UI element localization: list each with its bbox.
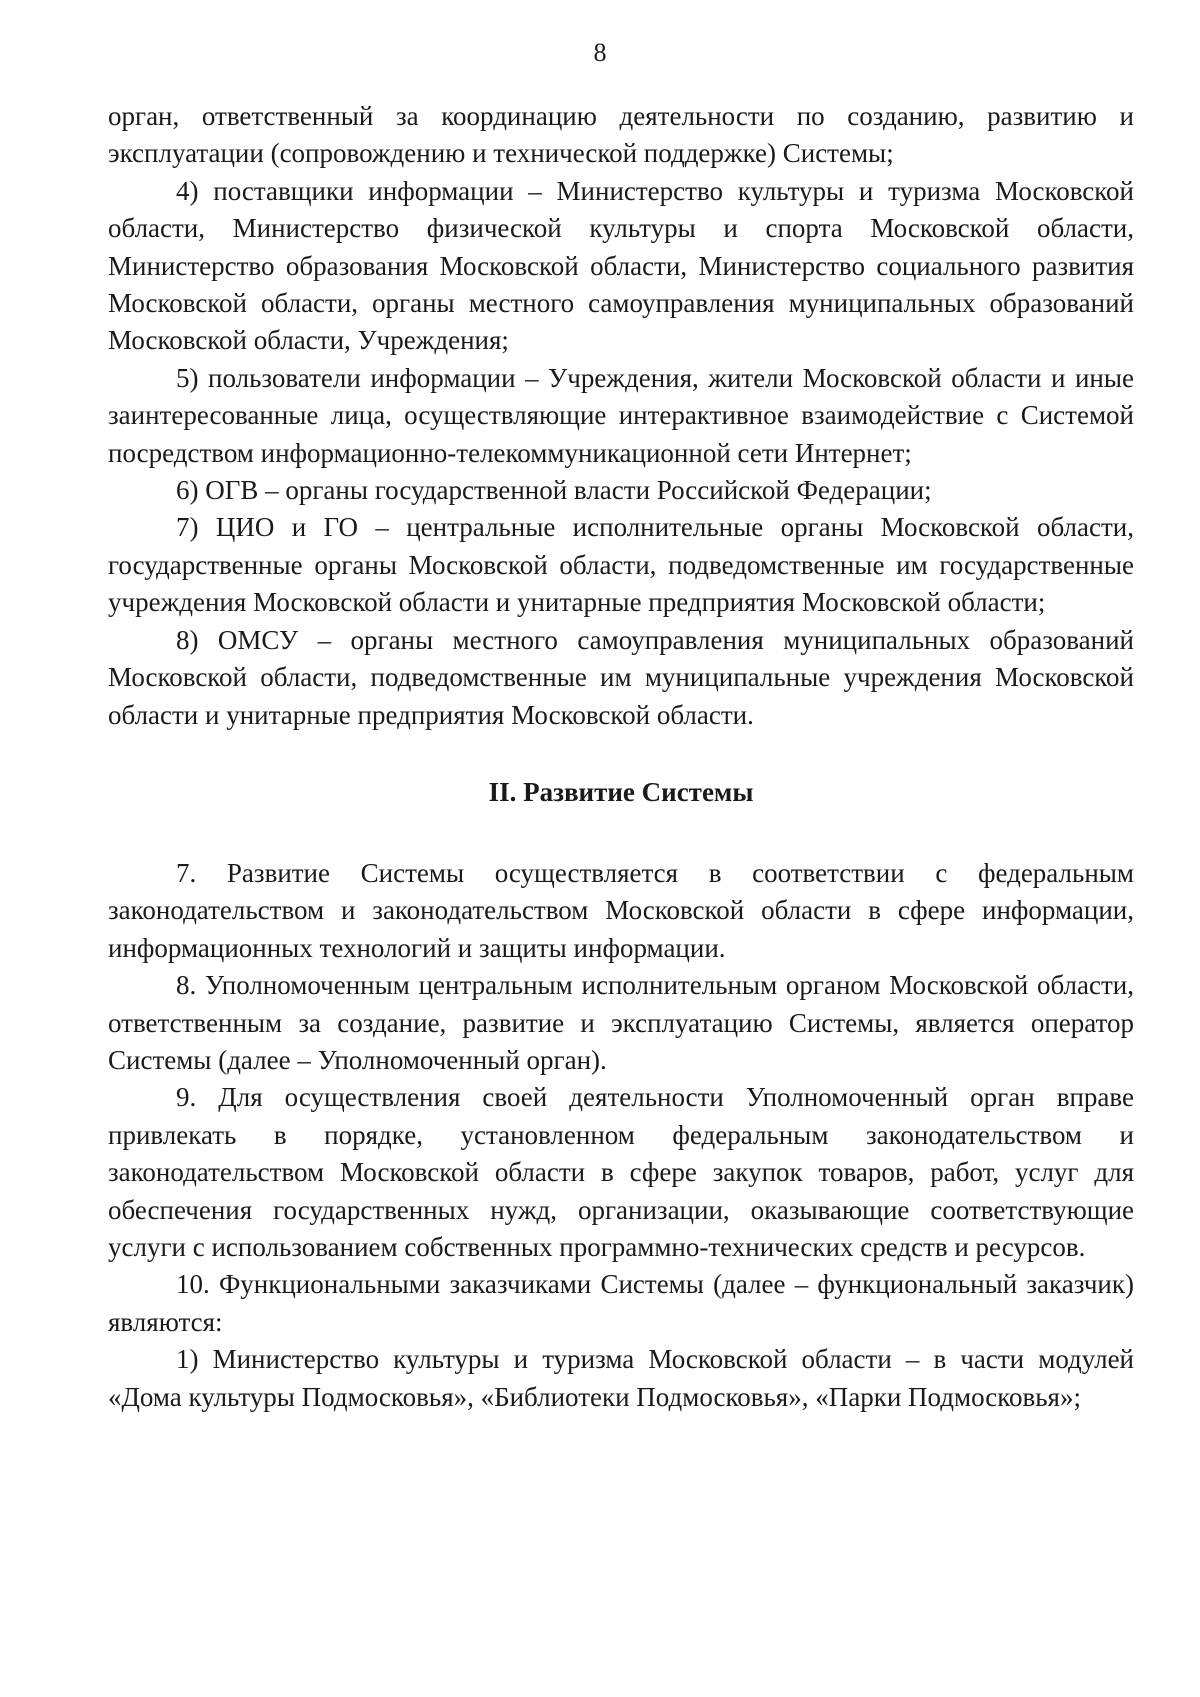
section-heading: II. Развитие Системы [488,776,754,807]
paragraph-clause-7: 7. Развитие Системы осуществляется в соответствии с федеральным законодательством и законодательством Московской области в сфере информации, информационных технологий и защиты информации. [108,857,1134,963]
paragraph-item-5: 5) пользователи информации – Учреждения, жители Московской области и иные заинтересованные лица, осуществляющие интерактивное взаимодействие с Системой посредством информационно-телекоммуникационной сети Интернет; [108,362,1134,468]
paragraph-item-8: 8) ОМСУ – органы местного самоуправления муниципальных образований Московской области, подведомственные им муниципальные учреждения Московской области и унитарные предприятия Московской области. [108,624,1134,730]
paragraph-item-4: 4) поставщики информации – Министерство культуры и туризма Московской области, Министерство физической культуры и спорта Московской области, Министерство образования Московской области, Министерство социального развития Московской области, органы местного самоуправления муниципальных образований Московской области, Учреждения; [108,175,1134,356]
document-body [108,98,1134,1416]
paragraph-continuation: орган, ответственный за координацию деятельности по созданию, развитию и эксплуатации (сопровождению и технической поддержке) Системы; [108,101,1134,169]
page-number: 8 [593,38,607,67]
paragraph-item-6: 6) ОГВ – органы государственной власти Российской Федерации; [176,475,932,506]
paragraph-clause-9: 9. Для осуществления своей деятельности Уполномоченный орган вправе привлекать в порядке, установленном федеральным законодательством и законодательством Московской области в сфере закупок товаров, работ, услуг для обеспечения государственных нужд, организации, оказывающие соответствующие услуги с использованием собственных программно-технических средств и ресурсов. [108,1082,1134,1262]
paragraph-clause-8: 8. Уполномоченным центральным исполнительным органом Московской области, ответственным за создание, развитие и эксплуатацию Системы, является оператор Системы (далее – Уполномоченный орган). [108,970,1134,1075]
paragraph-subitem-1: 1) Министерство культуры и туризма Московской области – в части модулей «Дома культуры Подмосковья», «Библиотеки Подмосковья», «Парки Подмосковья»; [108,1344,1134,1412]
paragraph-item-7: 7) ЦИО и ГО – центральные исполнительные органы Московской области, государственные органы Московской области, подведомственные им государственные учреждения Московской области и унитарные предприятия Московской области; [108,512,1134,618]
paragraph-clause-10: 10. Функциональными заказчиками Системы (далее – функциональный заказчик) являются: [108,1269,1134,1337]
